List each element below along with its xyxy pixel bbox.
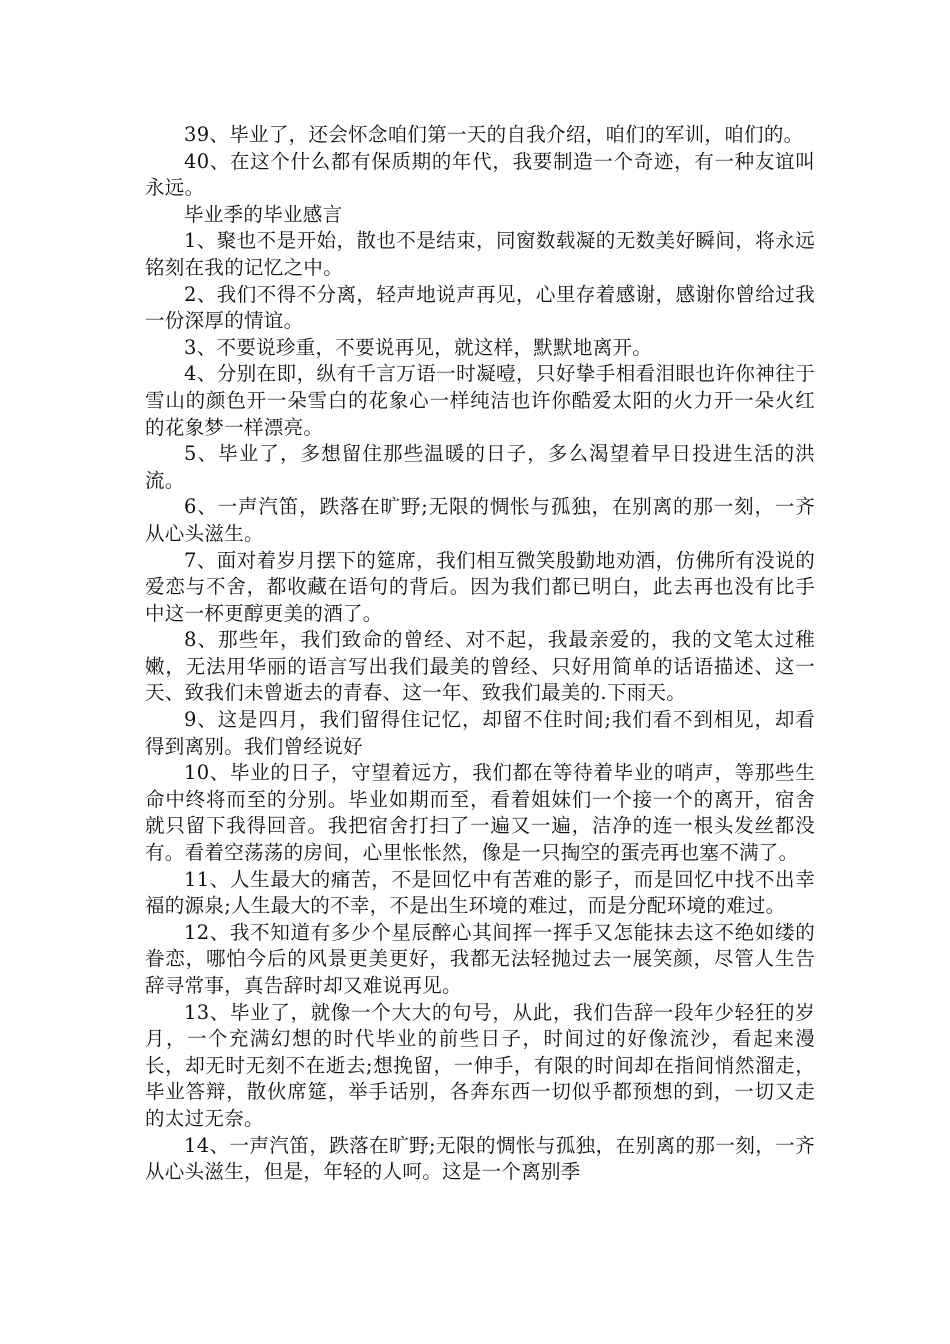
paragraph-5: 5、毕业了，多想留住那些温暖的日子，多么渴望着早日投进生活的洪流。 — [145, 442, 815, 492]
paragraph-39: 39、毕业了，还会怀念咱们第一天的自我介绍，咱们的军训，咱们的。 — [184, 123, 804, 146]
paragraph-4: 4、分别在即，纵有千言万语一时凝噎，只好挚手相看泪眼也许你神往于雪山的颜色开一朵雪白的花象心一样纯洁也许你酷爱太阳的火力开一朵火红的花象梦一样漂亮。 — [145, 362, 815, 439]
paragraph-8: 8、那些年，我们致命的曾经、对不起，我最亲爱的，我的文笔太过稚嫩，无法用华丽的语言写出我们最美的曾经、只好用简单的话语描述、这一天、致我们未曾逝去的青春、这一年、致我们最美的.下雨天。 — [145, 628, 815, 705]
paragraph-6: 6、一声汽笛，跌落在旷野;无限的惆怅与孤独，在别离的那一刻，一齐从心头滋生。 — [145, 495, 815, 545]
paragraph-11: 11、人生最大的痛苦，不是回忆中有苦难的影子，而是回忆中找不出幸福的源泉;人生最大的不幸，不是出生环境的难过，而是分配环境的难过。 — [145, 867, 815, 918]
paragraph-10: 10、毕业的日子，守望着远方，我们都在等待着毕业的哨声，等那些生命中终将而至的分别。毕业如期而至，看着姐妹们一个接一个的离开，宿舍就只留下我得回音。我把宿舍打扫了一遍又一遍，洁净的连一根头发丝都没有。看着空荡荡的房间，心里怅怅然，像是一只掏空的蛋壳再也塞不满了。 — [145, 761, 815, 865]
paragraph-2: 2、我们不得不分离，轻声地说声再见，心里存着感谢，感谢你曾给过我一份深厚的情谊。 — [145, 282, 815, 333]
paragraph-7: 7、面对着岁月摆下的筵席，我们相互微笑殷勤地劝酒，仿佛所有没说的爱恋与不舍，都收藏在语句的背后。因为我们都已明白，此去再也没有比手中这一杯更醇更美的酒了。 — [145, 548, 815, 625]
paragraph-9: 9、这是四月，我们留得住记忆，却留不住时间;我们看不到相见，却看得到离别。我们曾经说好 — [145, 708, 815, 758]
paragraph-1: 1、聚也不是开始，散也不是结束，同窗数载凝的无数美好瞬间，将永远铭刻在我的记忆之中。 — [145, 229, 815, 279]
section-heading: 毕业季的毕业感言 — [184, 202, 343, 226]
paragraph-13: 13、毕业了，就像一个大大的句号，从此，我们告辞一段年少轻狂的岁月，一个充满幻想的时代毕业的前些日子，时间过的好像流沙，看起来漫长，却无时无刻不在逝去;想挽留，一伸手，有限的时间却在指间悄然溜走，毕业答辩，散伙席筵，举手话别，各奔东西一切似乎都预想的到，一切又走的太过无奈。 — [145, 1000, 815, 1130]
paragraph-12: 12、我不知道有多少个星辰醉心其间挥一挥手又怎能抹去这不绝如缕的眷恋，哪怕今后的风景更美更好，我都无法轻抛过去一展笑颜，尽管人生告辞寻常事，真告辞时却又难说再见。 — [145, 920, 815, 997]
document-body — [145, 122, 815, 1186]
paragraph-3: 3、不要说珍重，不要说再见，就这样，默默地离开。 — [184, 335, 653, 359]
paragraph-40: 40、在这个什么都有保质期的年代，我要制造一个奇迹，有一种友谊叫永远。 — [145, 149, 815, 200]
paragraph-14: 14、一声汽笛，跌落在旷野;无限的惆怅与孤独，在别离的那一刻，一齐从心头滋生，但是，年轻的人呵。这是一个离别季 — [145, 1133, 815, 1184]
